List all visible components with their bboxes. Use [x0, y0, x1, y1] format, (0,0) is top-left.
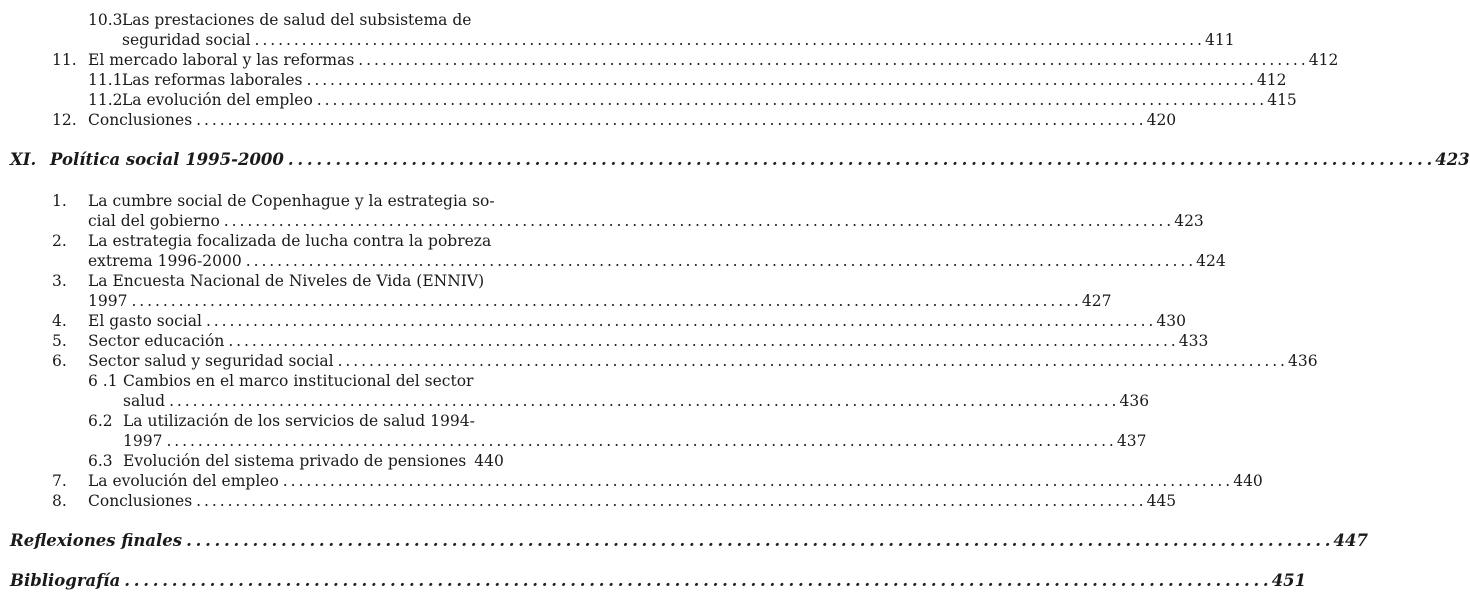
- toc-leader-dots: [283, 471, 1229, 491]
- toc-entry-number: 7.: [52, 472, 67, 490]
- toc-entry-title-line: El gasto social: [88, 312, 202, 330]
- toc-entry-title-line: Las reformas laborales: [122, 71, 303, 89]
- toc-page-number: 445: [1146, 492, 1177, 510]
- toc-entry-5: [52, 331, 1209, 351]
- toc-entry-2: [52, 231, 1226, 271]
- toc-page-number: 433: [1178, 332, 1209, 350]
- toc-entry-number: 4.: [52, 312, 67, 330]
- toc-page-number: 415: [1267, 91, 1297, 109]
- toc-entry-title-line: Conclusiones: [88, 111, 193, 129]
- toc-entry-title-line: Sector educación: [88, 332, 225, 350]
- toc-leader-dots: [206, 311, 1152, 331]
- toc-entry-number: 6.3: [88, 452, 113, 470]
- toc-page-number: 423: [1435, 150, 1470, 169]
- toc-entry-title-line: 1997: [88, 292, 128, 310]
- toc-entry-number: 11.2: [88, 91, 123, 109]
- toc-section-title: Bibliografía: [10, 571, 121, 590]
- toc-entry-title-line: cial del gobierno: [88, 212, 220, 230]
- toc-leader-dots: [131, 291, 1077, 311]
- toc-leader-dots: [124, 571, 1267, 591]
- toc-entry-title-line: salud: [123, 392, 166, 410]
- toc-page-number: 437: [1116, 432, 1147, 450]
- toc-page-number: 420: [1146, 111, 1177, 129]
- toc-page-number: 411: [1204, 31, 1235, 49]
- toc-entry-6: [52, 351, 1318, 371]
- toc-reflexiones-finales: [10, 531, 1368, 553]
- toc-chapter-title: Política social 1995-2000: [50, 150, 284, 169]
- toc-entry-number: 3.: [52, 272, 67, 290]
- toc-bibliografia: [10, 571, 1307, 593]
- toc-entry-11: [52, 50, 1339, 70]
- toc-entry-number: 11.1: [88, 71, 123, 89]
- toc-entry-title-line: Evolución del sistema privado de pensiones: [123, 452, 467, 470]
- toc-leader-dots: [246, 251, 1192, 271]
- toc-entry-title-line: La evolución del empleo: [88, 472, 279, 490]
- toc-entry-12: [52, 110, 1177, 130]
- toc-entry-number: 8.: [52, 492, 67, 510]
- toc-entry-number: 5.: [52, 332, 67, 350]
- toc-leader-dots: [228, 331, 1174, 351]
- toc-entry-7: [52, 471, 1263, 491]
- toc-entry-6-3: [88, 451, 504, 471]
- toc-entry-10-3: [88, 10, 1235, 50]
- toc-chapter-number: XI.: [10, 150, 37, 169]
- toc-entry-4: [52, 311, 1186, 331]
- toc-section-title: Reflexiones finales: [10, 531, 183, 550]
- toc-leader-dots: [186, 531, 1329, 551]
- toc-entry-title-line: La utilización de los servicios de salud 1994-: [123, 412, 475, 430]
- toc-page-number: 427: [1081, 292, 1112, 310]
- toc-entry-3: [52, 271, 1112, 311]
- toc-entry-title-line: La cumbre social de Copenhague y la estrategia so-: [88, 192, 495, 210]
- toc-entry-number: 12.: [52, 111, 77, 129]
- toc-entry-number: 10.3: [88, 11, 123, 29]
- toc-chapter-xi: [10, 150, 1470, 172]
- toc-entry-title-line: La estrategia focalizada de lucha contra la pobreza: [88, 232, 492, 250]
- toc-leader-dots: [255, 30, 1201, 50]
- toc-page-number: 436: [1288, 352, 1318, 370]
- toc-leader-dots: [196, 491, 1142, 511]
- toc-entry-8: [52, 491, 1177, 511]
- toc-leader-dots: [166, 431, 1112, 451]
- toc-page-number: 447: [1333, 531, 1368, 550]
- toc-page-number: 440: [1233, 472, 1263, 490]
- toc-entry-number: 1.: [52, 192, 67, 210]
- toc-page-number: 440: [474, 452, 504, 470]
- toc-page-number: 436: [1119, 392, 1150, 410]
- toc-leader-dots: [306, 70, 1252, 90]
- toc-entry-number: 6.: [52, 352, 67, 370]
- toc-entry-1: [52, 191, 1204, 231]
- toc-entry-number: 11.: [52, 51, 77, 69]
- toc-entry-6-1: [88, 371, 1150, 411]
- toc-entry-number: 6 .1: [88, 372, 118, 390]
- toc-page-number: 423: [1174, 212, 1204, 230]
- toc-entry-title-line: La Encuesta Nacional de Niveles de Vida (ENNIV): [88, 272, 485, 290]
- toc-entry-title-line: Cambios en el marco institucional del sector: [123, 372, 474, 390]
- toc-page-number: 412: [1256, 71, 1287, 89]
- toc-entry-11-1: [88, 70, 1287, 90]
- toc-leader-dots: [288, 150, 1431, 170]
- toc-entry-number: 6.2: [88, 412, 113, 430]
- toc-leader-dots: [169, 391, 1115, 411]
- toc-page-number: 451: [1271, 571, 1307, 590]
- toc-leader-dots: [358, 50, 1304, 70]
- toc-page-number: 430: [1156, 312, 1186, 330]
- toc-page-number: 424: [1196, 252, 1226, 270]
- toc-entry-title-line: extrema 1996-2000: [88, 252, 242, 270]
- toc-entry-11-2: [88, 90, 1297, 110]
- toc-leader-dots: [196, 110, 1142, 130]
- toc-entry-title-line: 1997: [123, 432, 163, 450]
- toc-entry-title-line: Las prestaciones de salud del subsistema de: [122, 11, 472, 29]
- toc-leader-dots: [338, 351, 1284, 371]
- toc-entry-title-line: Sector salud y seguridad social: [88, 352, 334, 370]
- toc-entry-title-line: La evolución del empleo: [122, 91, 313, 109]
- toc-leader-dots: [224, 211, 1170, 231]
- toc-page-number: 412: [1308, 51, 1339, 69]
- toc-leader-dots: [317, 90, 1263, 110]
- toc-entry-title-line: seguridad social: [122, 31, 251, 49]
- toc-entry-number: 2.: [52, 232, 67, 250]
- toc-entry-title-line: El mercado laboral y las reformas: [88, 51, 355, 69]
- toc-entry-title-line: Conclusiones: [88, 492, 193, 510]
- toc-entry-6-2: [88, 411, 1147, 451]
